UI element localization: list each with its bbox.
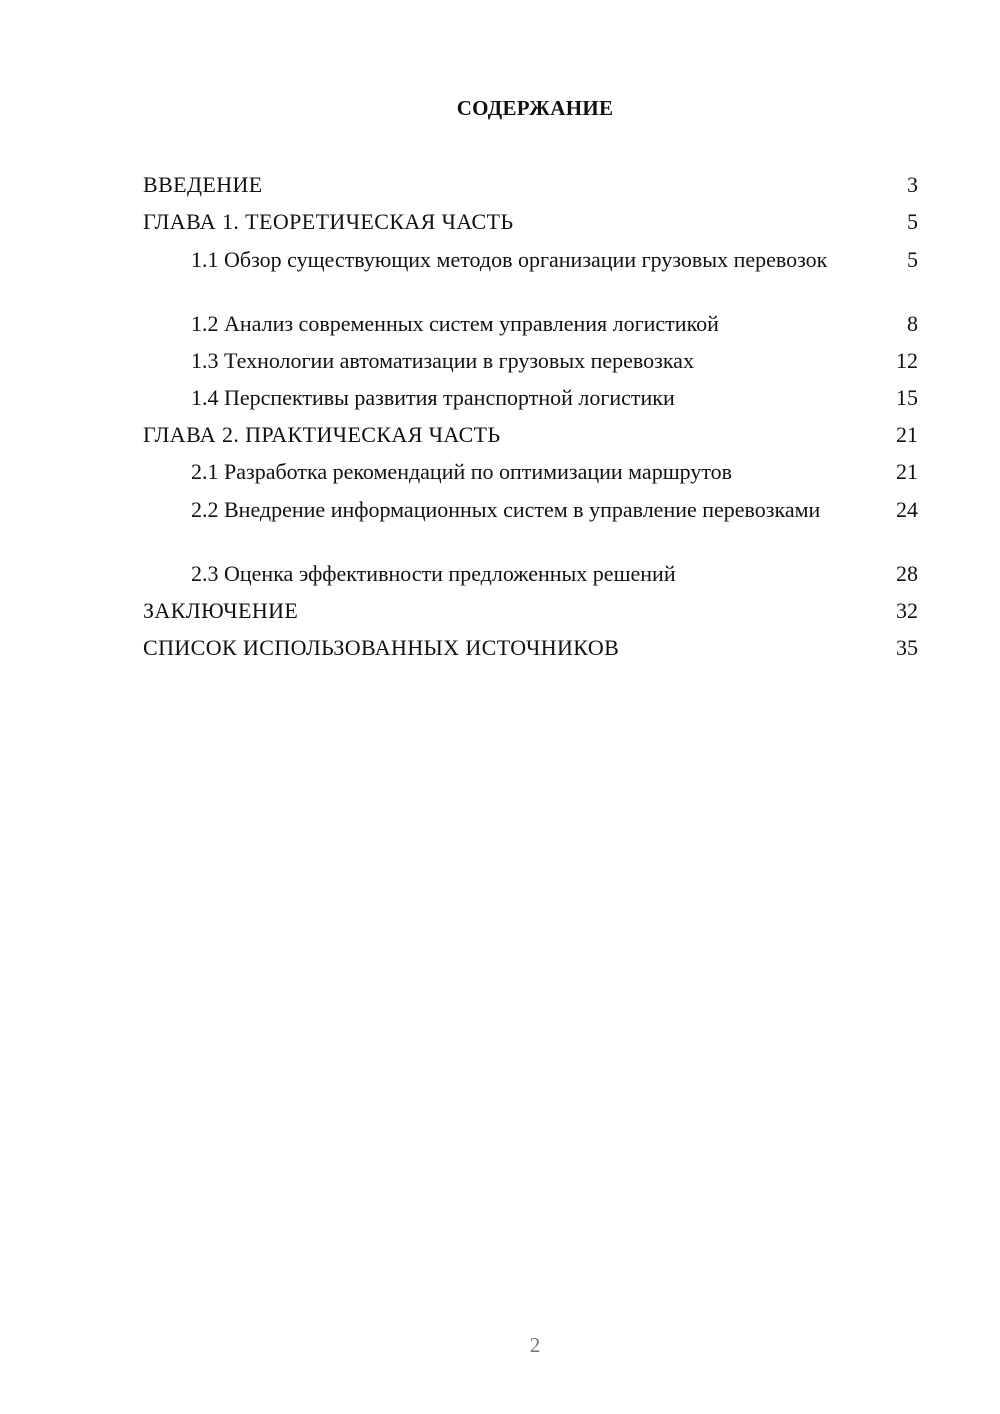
toc-entry-page: 5 (907, 209, 918, 234)
toc-entry-page: 21 (896, 422, 918, 447)
toc-entry-section-2-3[interactable] (191, 561, 918, 587)
page-title: СОДЕРЖАНИЕ (456, 96, 614, 120)
page-number: 2 (529, 1333, 541, 1357)
toc-entry-label: 2.1 Разработка рекомендаций по оптимизации маршрутов (191, 459, 733, 484)
toc-entry-page: 24 (896, 497, 918, 522)
toc-entry-section-1-2[interactable] (191, 311, 918, 337)
toc-entry-section-2-1[interactable] (191, 459, 918, 485)
toc-entry-page: 32 (896, 598, 918, 623)
toc-entry-introduction[interactable] (143, 172, 918, 198)
toc-entry-section-1-1[interactable] (191, 247, 918, 273)
toc-entry-section-1-3[interactable] (191, 348, 918, 374)
toc-entry-label: ЗАКЛЮЧЕНИЕ (143, 598, 299, 623)
toc-entry-chapter-2[interactable] (143, 422, 918, 448)
toc-entry-page: 15 (896, 385, 918, 410)
toc-entry-conclusion[interactable] (143, 598, 918, 624)
toc-entry-page: 12 (896, 348, 918, 373)
toc-entry-page: 8 (907, 311, 918, 336)
toc-entry-section-2-2[interactable] (191, 497, 918, 523)
toc-entry-label: 1.3 Технологии автоматизации в грузовых перевозках (191, 348, 694, 373)
toc-entry-page: 21 (896, 459, 918, 484)
toc-entry-references[interactable] (143, 635, 918, 661)
toc-entry-label: 1.4 Перспективы развития транспортной логистики (191, 385, 675, 410)
toc-entry-label: ГЛАВА 1. ТЕОРЕТИЧЕСКАЯ ЧАСТЬ (143, 209, 514, 234)
toc-entry-label: ВВЕДЕНИЕ (143, 172, 263, 197)
toc-entry-label: 1.2 Анализ современных систем управления логистикой (191, 311, 719, 336)
toc-entry-label: СПИСОК ИСПОЛЬЗОВАННЫХ ИСТОЧНИКОВ (143, 635, 620, 660)
toc-entry-label: 2.2 Внедрение информационных систем в управление перевозками (191, 497, 821, 522)
toc-entry-page: 28 (896, 561, 918, 586)
toc-entry-page: 3 (907, 172, 918, 197)
toc-entry-label: ГЛАВА 2. ПРАКТИЧЕСКАЯ ЧАСТЬ (143, 422, 501, 447)
toc-entry-chapter-1[interactable] (143, 209, 918, 235)
toc-entry-section-1-4[interactable] (191, 385, 918, 411)
toc-entry-page: 35 (896, 635, 918, 660)
toc-entry-page: 5 (907, 247, 918, 272)
toc-entry-label: 2.3 Оценка эффективности предложенных решений (191, 561, 676, 586)
toc-entry-label: 1.1 Обзор существующих методов организации грузовых перевозок (191, 247, 828, 272)
